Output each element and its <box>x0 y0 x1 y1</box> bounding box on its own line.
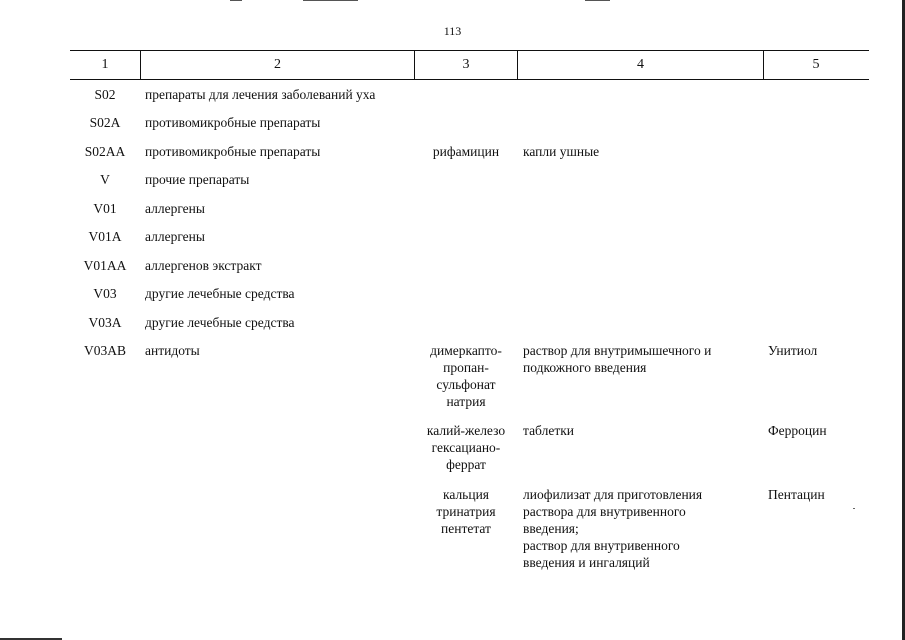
table-row-form: раствор для внутримышечного и подкожного введения <box>523 343 712 375</box>
table-row-form: лиофилизат для приготовления раствора для внутривенного введения; раствор для внутривенного введения и ингаляций <box>523 487 703 570</box>
table-row-form: таблетки <box>523 423 575 438</box>
column-header-3: 3 <box>462 57 470 72</box>
table-row-group: другие лечебные средства <box>145 286 295 301</box>
table-row-group: другие лечебные средства <box>145 315 295 330</box>
table-row-trade: Ферроцин <box>768 423 827 438</box>
table-row-group: аллергены <box>145 229 205 244</box>
table-row-code: V <box>100 172 110 187</box>
table-row-code: V03AB <box>83 343 126 358</box>
table-row-code: V03A <box>88 315 122 330</box>
column-header-4: 4 <box>637 57 644 72</box>
column-header-2: 2 <box>274 57 281 72</box>
table-row-trade: Унитиол <box>768 343 818 358</box>
table-row-code: V01AA <box>83 258 127 273</box>
table-row-code: S02AA <box>84 144 126 159</box>
table-header <box>70 50 869 80</box>
scan-speck <box>853 508 855 509</box>
table-row-form: капли ушные <box>523 144 600 159</box>
table-row-code: S02A <box>89 115 121 130</box>
table-row-trade: Пентацин <box>768 487 825 502</box>
table-row-group: антидоты <box>145 343 200 358</box>
table-row-inn: димеркапто- пропан- сульфонат натрия <box>430 343 502 409</box>
table-row-code: V03 <box>93 286 117 301</box>
table-row-group: аллергенов экстракт <box>145 258 262 273</box>
table-row-group: препараты для лечения заболеваний уха <box>145 87 376 102</box>
page-number: 113 <box>443 24 462 38</box>
scan-mark <box>230 0 242 1</box>
table-row-inn: калий-железо гексациано- феррат <box>426 423 506 472</box>
scan-mark <box>585 0 610 1</box>
scan-mark <box>303 0 358 1</box>
table-row-group: аллергены <box>145 201 205 216</box>
table-row-code: V01A <box>88 229 122 244</box>
table-row-inn: кальция тринатрия пентетат <box>436 487 496 536</box>
column-header-5: 5 <box>812 57 820 72</box>
table-row-group: противомикробные препараты <box>145 115 321 130</box>
table-row-group: прочие препараты <box>145 172 250 187</box>
table-row-code: S02 <box>94 87 116 102</box>
table-row-group: противомикробные препараты <box>145 144 321 159</box>
table-row-inn: рифамицин <box>432 144 500 159</box>
table-row-code: V01 <box>93 201 117 216</box>
column-header-1: 1 <box>101 57 109 72</box>
